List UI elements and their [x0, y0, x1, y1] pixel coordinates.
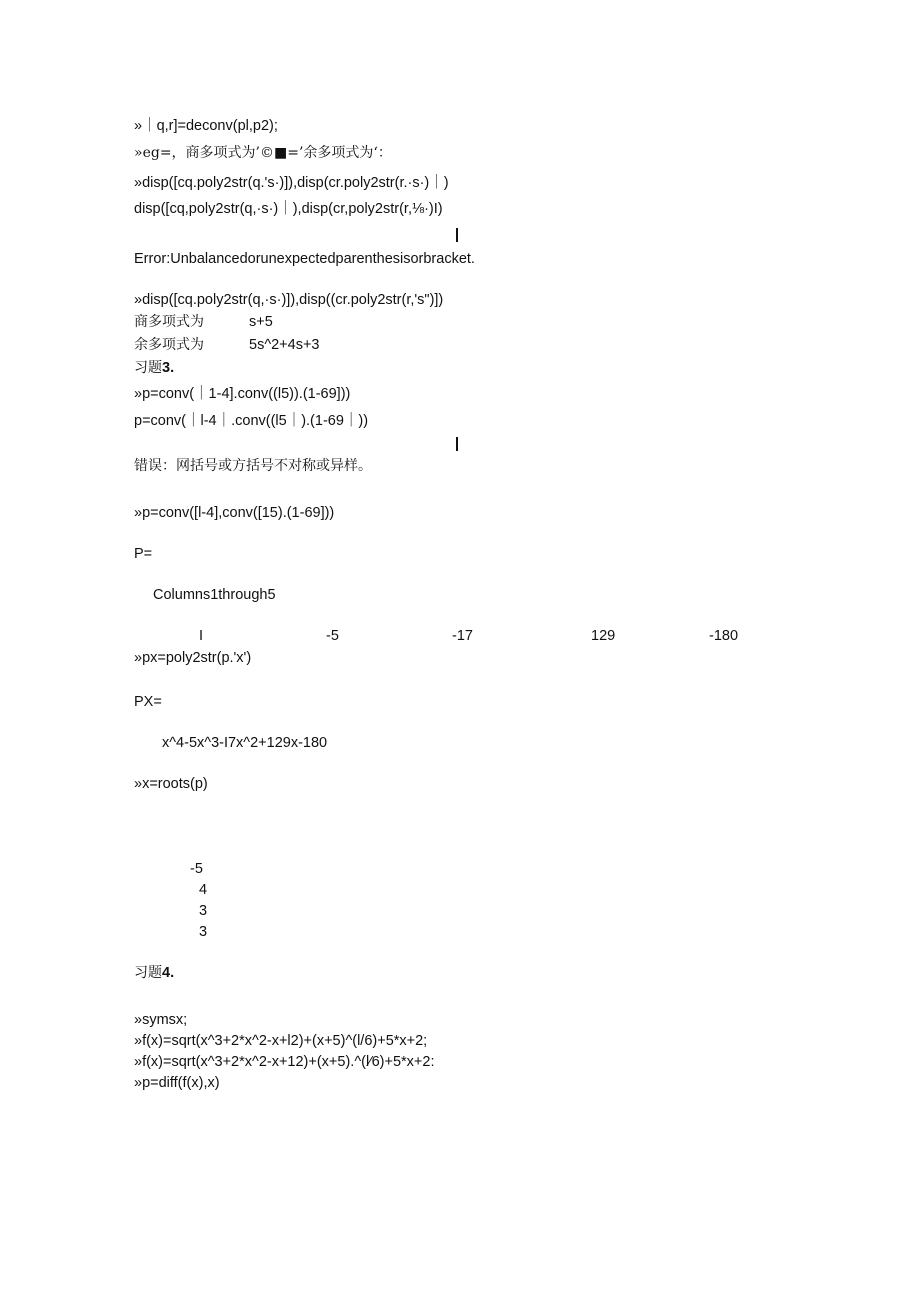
output-p-label: P= [134, 546, 153, 562]
exercise-4-heading: 习题4. [134, 965, 175, 981]
output-remainder-value: 5s^2+4s+3 [249, 337, 320, 353]
error-caret-mark [456, 228, 458, 242]
exercise-3-heading: 习题3. [134, 360, 175, 376]
root-value: 4 [199, 882, 208, 898]
column-value: -180 [709, 628, 739, 644]
output-px-label: PX= [134, 694, 162, 710]
column-value: I [199, 628, 204, 644]
root-value: 3 [199, 924, 208, 940]
code-line-deconv: »｜q,r]=deconv(pl,p2); [134, 118, 278, 134]
output-remainder-label: 余多项式为 [134, 337, 204, 353]
root-value: 3 [199, 903, 208, 919]
code-line-diff: »p=diff(f(x),x) [134, 1075, 220, 1091]
code-line-eg: »eg=，商多项式为’©■=’余多项式为‘： [134, 145, 392, 161]
column-value: 129 [591, 628, 616, 644]
code-line-syms: »symsx; [134, 1012, 188, 1028]
code-line-fx-1: »f(x)=sqrt(x^3+2*x^2-x+l2)+(x+5)^(l/6)+5*x+2; [134, 1033, 428, 1049]
output-quotient-label: 商多项式为 [134, 314, 204, 330]
error-message-unbalanced: Error:Unbalancedorunexpectedparenthesisorbracket. [134, 251, 475, 267]
code-line-disp-echo: disp([cq,poly2str(q,·s·)｜),disp(cr,poly2str(r,⅛·)I) [134, 201, 443, 217]
code-line-disp-1: »disp([cq.poly2str(q.'s·)]),disp(cr.poly2str(r.·s·)｜) [134, 175, 449, 191]
code-line-conv-2: »p=conv([l-4],conv([15).(1-69])) [134, 505, 335, 521]
output-px-value: x^4-5x^3-I7x^2+129x-180 [162, 735, 328, 751]
column-value: -17 [452, 628, 473, 644]
code-line-conv-1: »p=conv(｜1-4].conv((l5)).(1-69])) [134, 386, 351, 402]
code-line-disp-2: »disp([cq.poly2str(q,·s·)]),disp((cr.poly2str(r,'s")]) [134, 292, 444, 308]
column-value: -5 [326, 628, 339, 644]
error-caret-mark [456, 437, 458, 451]
root-value: -5 [190, 861, 203, 877]
output-quotient-value: s+5 [249, 314, 273, 330]
error-message-bracket: 错误：网括号或方括号不对称或异样。 [134, 458, 372, 474]
output-columns-header: Columns1through5 [153, 587, 276, 603]
code-line-conv-echo: p=conv(｜l-4｜.conv((l5｜).(1-69｜)) [134, 413, 369, 429]
code-line-fx-2: »f(x)=sqrt(x^3+2*x^2-x+12)+(x+5).^(l∕6)+5*x+2: [134, 1054, 435, 1070]
code-line-poly2str: »px=poly2str(p.'x') [134, 650, 252, 666]
code-line-roots: »x=roots(p) [134, 776, 208, 792]
